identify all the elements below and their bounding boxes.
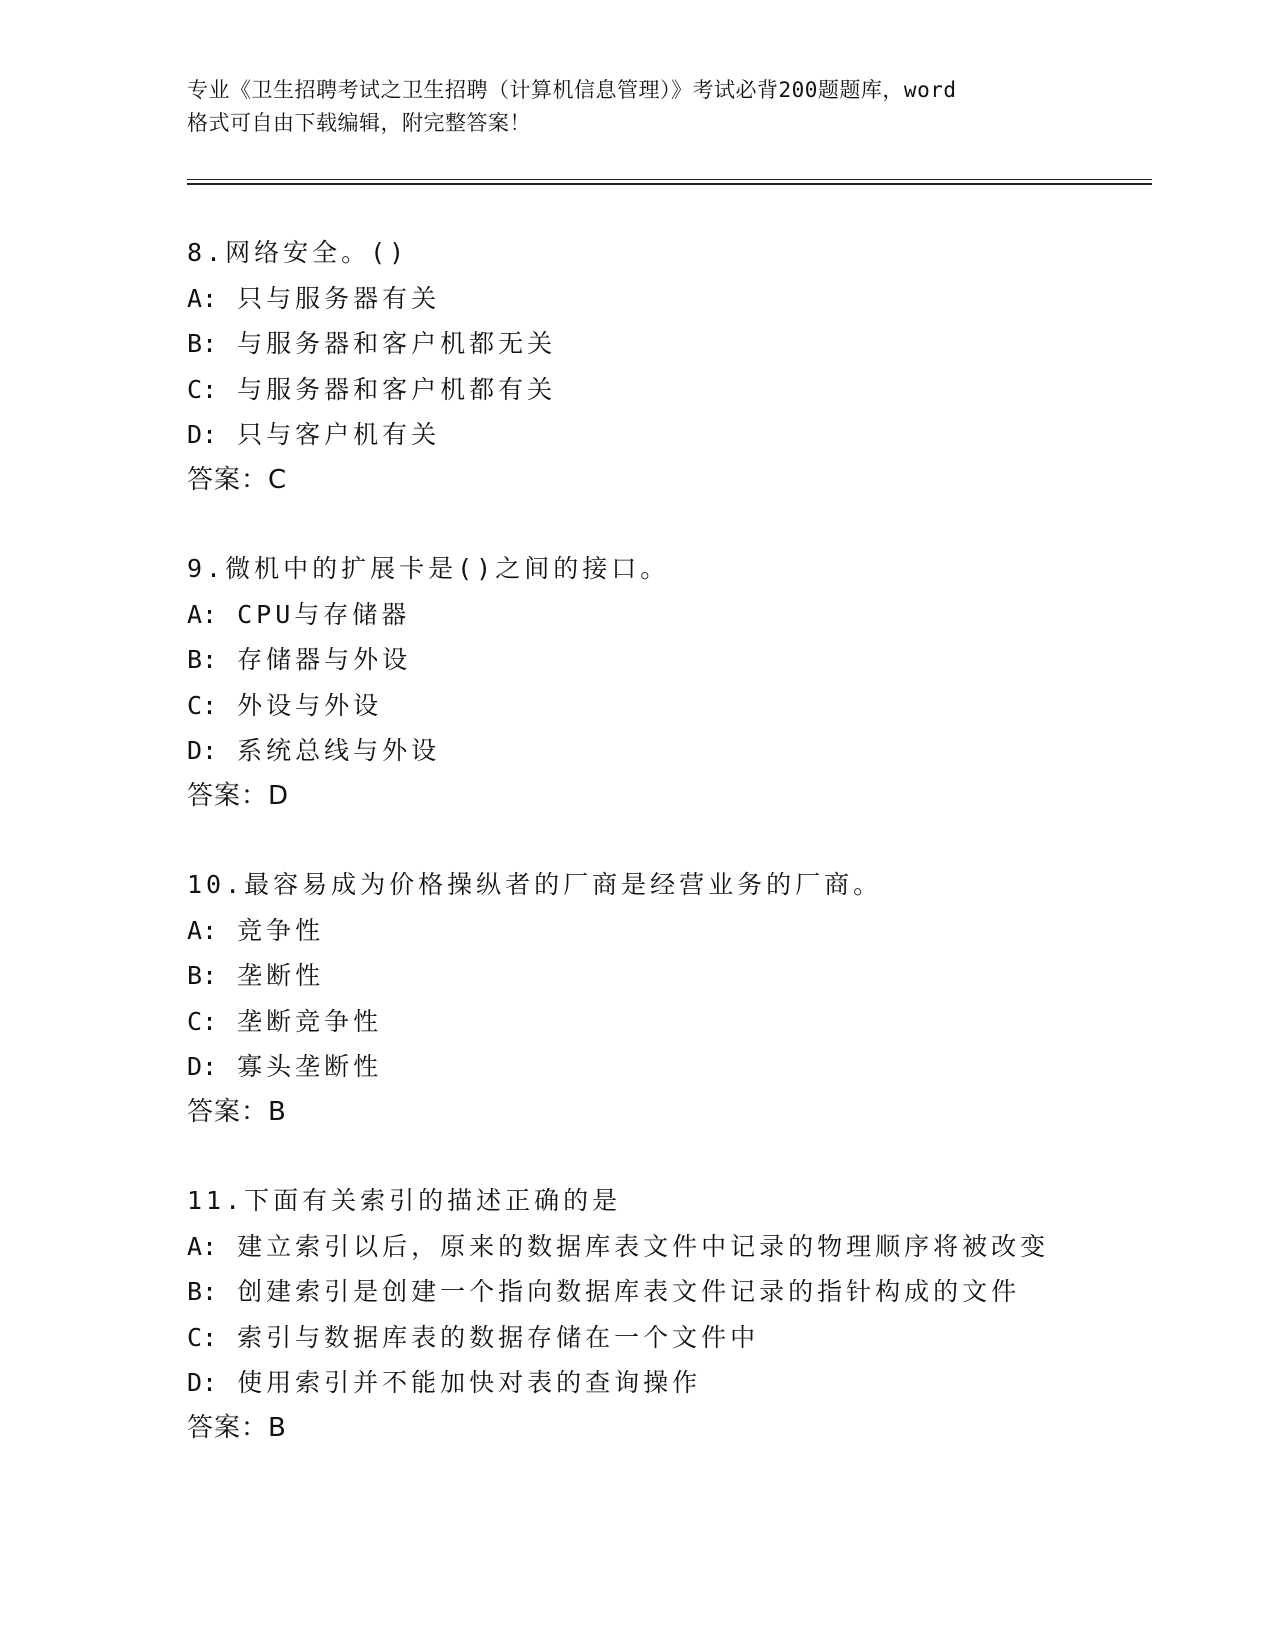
answer-line: 答案：B: [187, 1412, 287, 1443]
option-text: 系统总线与外设: [237, 736, 441, 765]
option-text: 竞争性: [237, 915, 325, 945]
answer-line: 答案：B: [187, 1096, 287, 1127]
option-text: 与服务器和客户机都无关: [237, 329, 557, 358]
question-stem: 10.最容易成为价格操纵者的厂商是经营业务的厂商。: [187, 870, 883, 899]
option-text: 存储器与外设: [237, 645, 412, 674]
option-text: 外设与外设: [237, 690, 383, 720]
header-line-1: 专业《卫生招聘考试之卫生招聘（计算机信息管理）》考试必背200题题库，word: [187, 78, 957, 102]
option-letter: B:: [187, 329, 218, 358]
document-header: [187, 74, 1087, 140]
option-a: [187, 276, 1187, 322]
option-a: [187, 592, 1187, 638]
option-letter: B:: [187, 1277, 218, 1306]
option-b: [187, 637, 1187, 683]
option-c: [187, 367, 1187, 413]
option-text: 只与服务器有关: [237, 283, 441, 313]
option-letter: D:: [187, 420, 218, 449]
option-text: CPU与存储器: [237, 599, 411, 629]
question-block: [187, 230, 1187, 503]
option-letter: B:: [187, 961, 218, 990]
option-letter: A:: [187, 283, 218, 313]
question-stem: 11.下面有关索引的描述正确的是: [187, 1186, 622, 1215]
question-stem: 8.网络安全。(): [187, 238, 409, 267]
option-text: 与服务器和客户机都有关: [237, 374, 557, 404]
option-letter: C:: [187, 1322, 218, 1352]
option-c: [187, 683, 1187, 729]
question-block: [187, 862, 1187, 1135]
answer-line: 答案：D: [187, 780, 290, 811]
option-text: 使用索引并不能加快对表的查询操作: [237, 1368, 702, 1397]
header-rule-top: [187, 179, 1152, 180]
option-a: [187, 908, 1187, 954]
option-letter: A:: [187, 1231, 218, 1261]
option-c: [187, 1315, 1187, 1361]
answer-line: 答案：C: [187, 464, 288, 495]
option-letter: D:: [187, 1052, 218, 1081]
option-a: [187, 1224, 1187, 1270]
header-rule-bottom: [187, 183, 1152, 185]
option-text: 垄断性: [237, 961, 325, 990]
question-block: [187, 546, 1187, 819]
question-block: [187, 1178, 1187, 1451]
option-letter: C:: [187, 1006, 218, 1036]
option-letter: B:: [187, 645, 218, 674]
option-text: 只与客户机有关: [237, 420, 441, 449]
option-text: 创建索引是创建一个指向数据库表文件记录的指针构成的文件: [237, 1277, 1021, 1306]
option-d: [187, 728, 1187, 774]
option-d: [187, 1360, 1187, 1406]
option-text: 索引与数据库表的数据存储在一个文件中: [237, 1322, 760, 1352]
option-letter: A:: [187, 915, 218, 945]
option-b: [187, 1269, 1187, 1315]
option-letter: D:: [187, 736, 218, 765]
option-letter: C:: [187, 690, 218, 720]
option-letter: A:: [187, 599, 218, 629]
option-text: 寡头垄断性: [237, 1052, 383, 1081]
option-letter: D:: [187, 1368, 218, 1397]
option-d: [187, 412, 1187, 458]
option-c: [187, 999, 1187, 1045]
option-b: [187, 953, 1187, 999]
option-d: [187, 1044, 1187, 1090]
option-text: 垄断竞争性: [237, 1006, 383, 1036]
header-line-2: 格式可自由下载编辑，附完整答案！: [187, 111, 531, 135]
question-stem: 9.微机中的扩展卡是()之间的接口。: [187, 554, 670, 583]
option-text: 建立索引以后，原来的数据库表文件中记录的物理顺序将被改变: [237, 1231, 1050, 1261]
option-letter: C:: [187, 374, 218, 404]
option-b: [187, 321, 1187, 367]
